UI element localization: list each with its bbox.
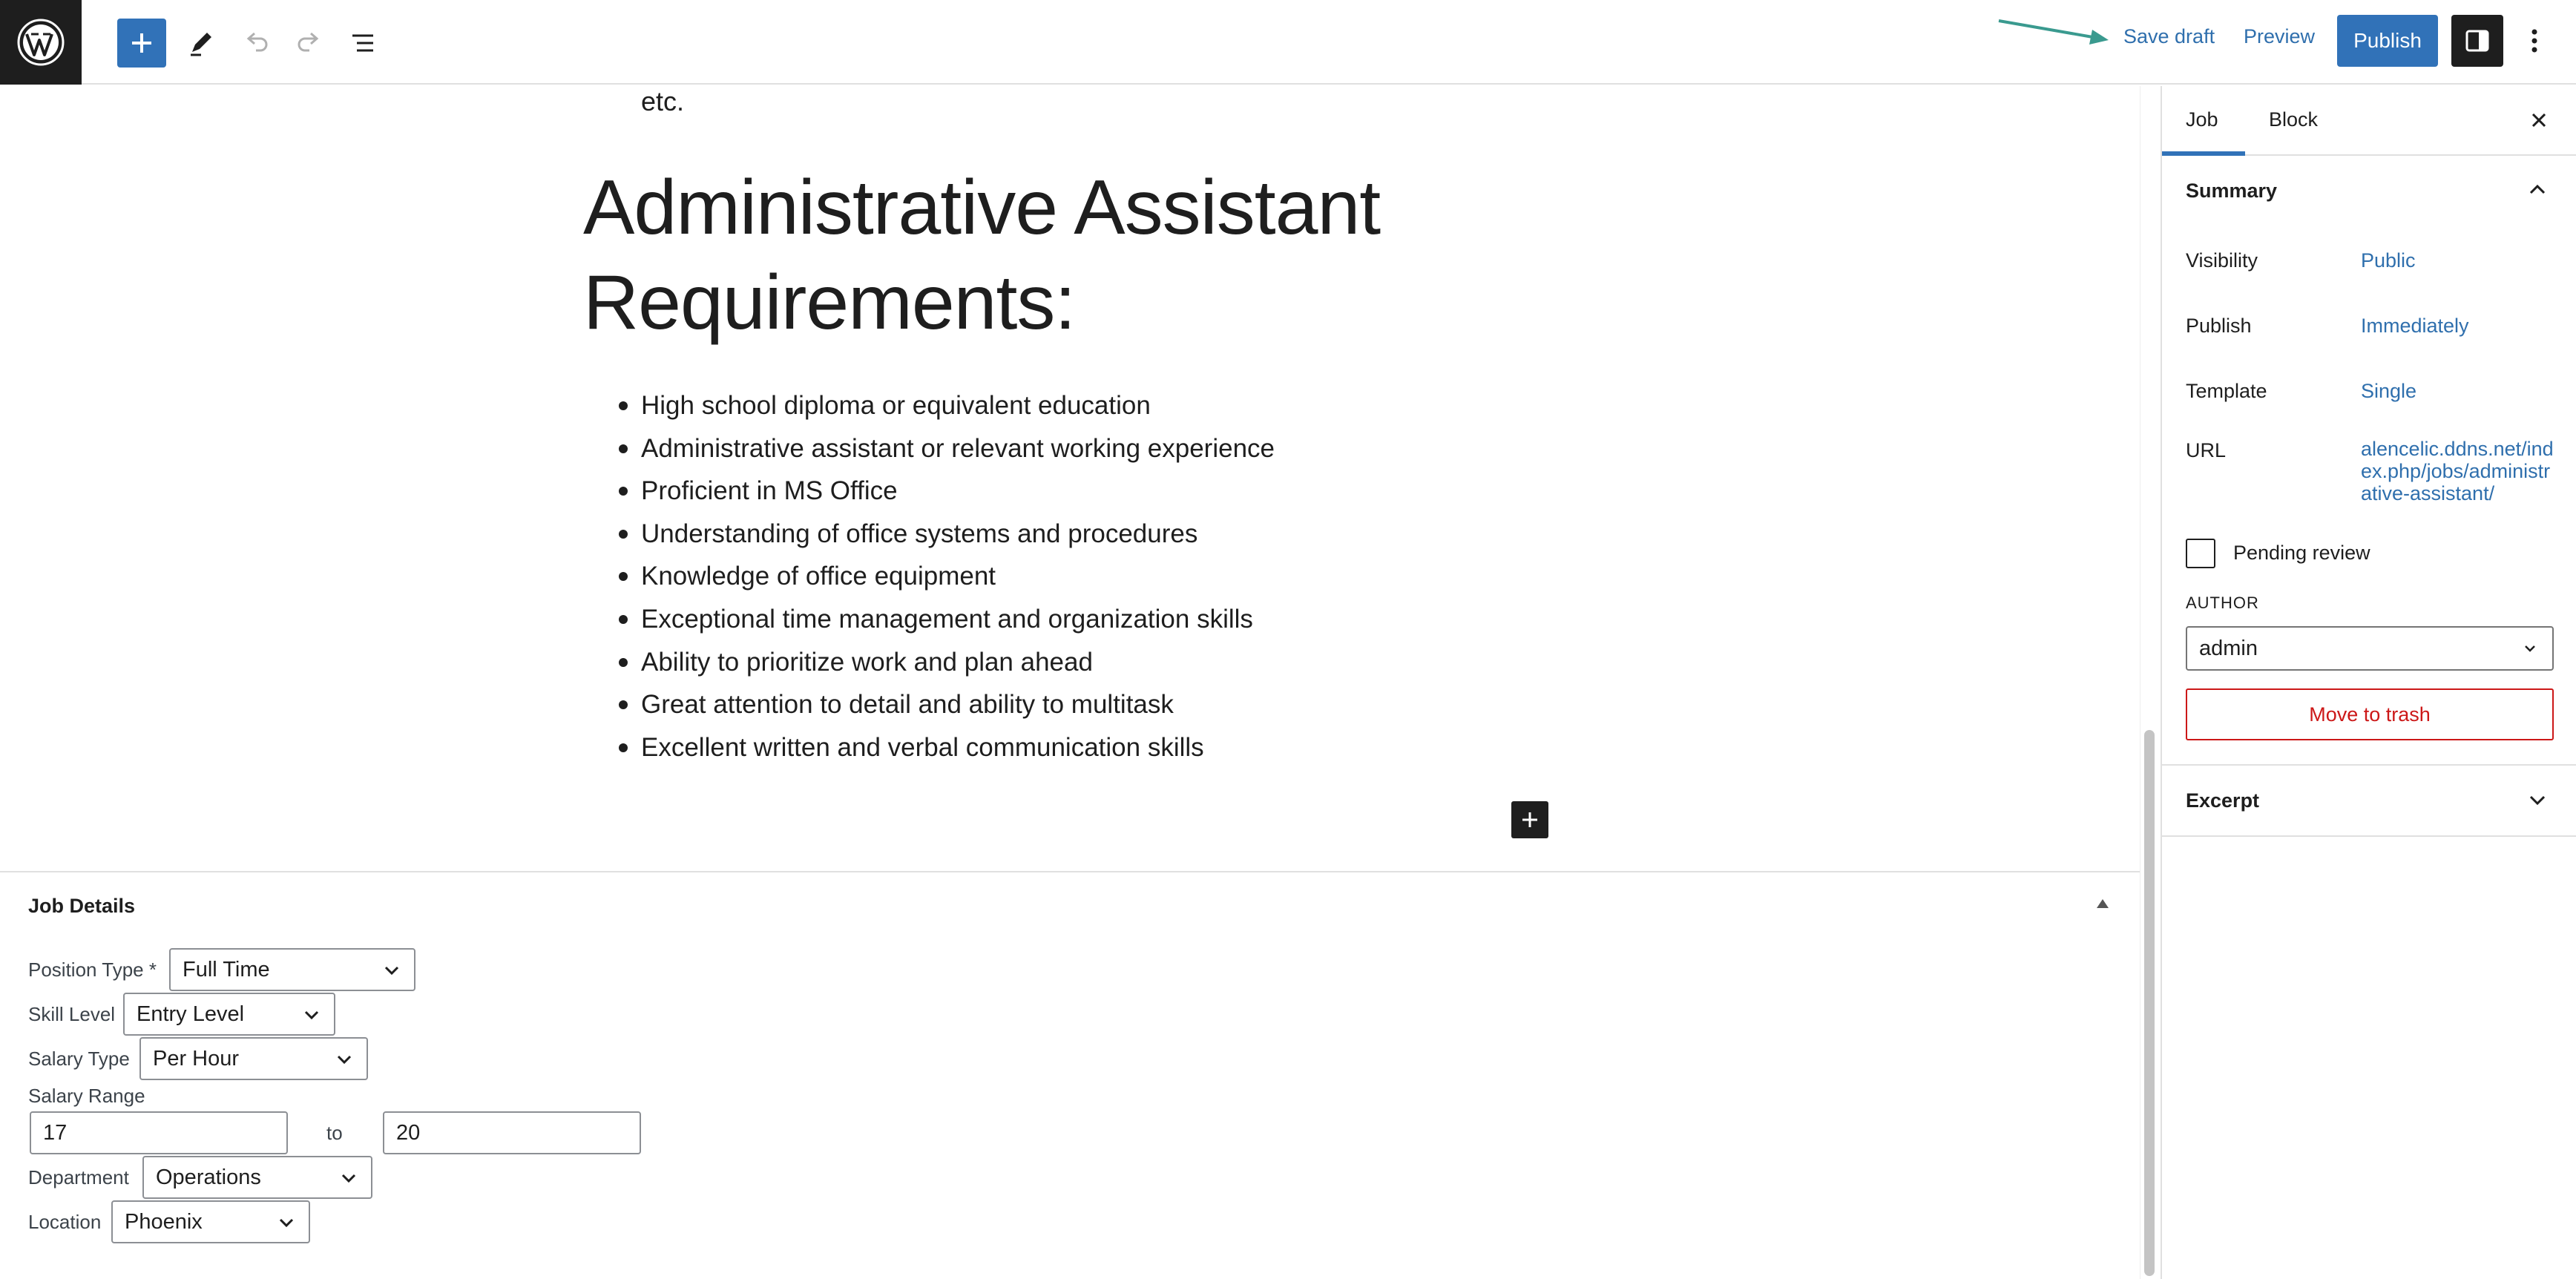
- url-value-button[interactable]: alencelic.ddns.net/index.php/jobs/administrative-assistant/: [2361, 438, 2554, 504]
- position-type-value: Full Time: [183, 957, 270, 982]
- tab-block[interactable]: Block: [2269, 108, 2319, 131]
- location-label: Location: [28, 1211, 102, 1233]
- salary-max-input[interactable]: 20: [383, 1111, 641, 1154]
- annotation-arrow-icon: [1997, 16, 2116, 46]
- url-label: URL: [2186, 439, 2227, 461]
- collapse-triangle-icon[interactable]: [2097, 899, 2109, 908]
- list-item[interactable]: Understanding of office systems and procedures: [641, 513, 1275, 556]
- pending-review-checkbox[interactable]: [2186, 539, 2215, 568]
- author-select[interactable]: [2186, 626, 2554, 671]
- chevron-down-icon: [383, 961, 401, 979]
- chevron-down-icon: [340, 1169, 358, 1187]
- preview-button[interactable]: Preview: [2244, 25, 2316, 47]
- active-tab-indicator: [2162, 151, 2245, 156]
- position-type-label: Position Type *: [28, 959, 157, 981]
- settings-sidebar-icon: [2464, 27, 2491, 54]
- tab-job[interactable]: Job: [2186, 108, 2218, 131]
- department-select[interactable]: [142, 1156, 372, 1199]
- publish-date-button[interactable]: Immediately: [2361, 315, 2469, 337]
- skill-level-value: Entry Level: [137, 1002, 245, 1026]
- editor-canvas[interactable]: [0, 86, 2140, 871]
- add-block-button[interactable]: [117, 19, 166, 68]
- list-item[interactable]: Exceptional time management and organization skills: [641, 598, 1275, 641]
- department-label: Department: [28, 1166, 129, 1188]
- visibility-label: Visibility: [2186, 249, 2258, 272]
- job-details-metabox: [0, 871, 2140, 1279]
- chevron-down-icon[interactable]: [2524, 786, 2551, 813]
- summary-panel-title[interactable]: Summary: [2186, 180, 2278, 202]
- metabox-title: Job Details: [28, 895, 136, 917]
- salary-min-input[interactable]: 17: [30, 1111, 288, 1154]
- settings-sidebar: [2161, 86, 2576, 1279]
- department-value: Operations: [156, 1165, 261, 1189]
- salary-type-select[interactable]: [139, 1037, 368, 1080]
- list-view-icon: [348, 28, 378, 58]
- list-item[interactable]: Knowledge of office equipment: [641, 555, 1275, 598]
- tools-button[interactable]: [177, 19, 226, 68]
- location-value: Phoenix: [125, 1209, 203, 1234]
- template-label: Template: [2186, 380, 2267, 402]
- wordpress-icon: [16, 18, 65, 67]
- more-vertical-icon: [2531, 27, 2538, 54]
- undo-button[interactable]: [231, 19, 280, 68]
- requirements-list[interactable]: [641, 384, 1275, 769]
- list-item[interactable]: Great attention to detail and ability to multitask: [641, 683, 1275, 726]
- wordpress-logo-button[interactable]: [0, 0, 82, 85]
- undo-icon: [241, 28, 271, 58]
- list-item[interactable]: Excellent written and verbal communication skills: [641, 726, 1275, 769]
- panel-divider: [2162, 764, 2576, 766]
- skill-level-select[interactable]: [123, 993, 335, 1036]
- position-type-select[interactable]: [169, 948, 415, 991]
- close-icon[interactable]: [2526, 107, 2552, 134]
- skill-level-label: Skill Level: [28, 1003, 116, 1025]
- list-item[interactable]: High school diploma or equivalent education: [641, 384, 1275, 427]
- salary-to-label: to: [326, 1122, 343, 1144]
- location-select[interactable]: [111, 1200, 310, 1243]
- chevron-down-icon: [335, 1051, 353, 1068]
- template-value-button[interactable]: Single: [2361, 380, 2417, 402]
- publish-label: Publish: [2186, 315, 2252, 337]
- sidebar-tabs: [2162, 86, 2576, 156]
- chevron-down-icon: [277, 1214, 295, 1232]
- block-inserter-button[interactable]: [1511, 801, 1548, 838]
- redo-icon: [295, 28, 324, 58]
- visibility-value-button[interactable]: Public: [2361, 249, 2416, 272]
- pending-review-label[interactable]: Pending review: [2233, 542, 2370, 564]
- list-item[interactable]: Administrative assistant or relevant working experience: [641, 427, 1275, 470]
- excerpt-panel-title[interactable]: Excerpt: [2186, 789, 2260, 812]
- plus-icon: [129, 30, 154, 56]
- list-item-fragment[interactable]: etc.: [641, 86, 685, 116]
- salary-range-label: Salary Range: [28, 1085, 145, 1107]
- plus-icon: [1519, 809, 1540, 830]
- chevron-down-icon: [303, 1006, 321, 1024]
- chevron-up-icon[interactable]: [2524, 177, 2551, 203]
- options-menu-button[interactable]: [2518, 15, 2551, 67]
- chevron-down-icon: [2521, 640, 2539, 657]
- pencil-icon: [186, 28, 216, 58]
- author-label: AUTHOR: [2186, 594, 2259, 612]
- requirements-heading[interactable]: Administrative Assistant Requirements:: [583, 165, 1381, 346]
- salary-type-label: Salary Type: [28, 1048, 130, 1070]
- redo-button[interactable]: [285, 19, 334, 68]
- panel-divider: [2162, 835, 2576, 837]
- settings-toggle-button[interactable]: [2451, 15, 2503, 67]
- salary-type-value: Per Hour: [153, 1046, 240, 1071]
- save-draft-button[interactable]: Save draft: [2123, 25, 2215, 47]
- document-overview-button[interactable]: [338, 19, 387, 68]
- publish-button[interactable]: Publish: [2337, 15, 2438, 67]
- list-item[interactable]: Proficient in MS Office: [641, 470, 1275, 513]
- list-item[interactable]: Ability to prioritize work and plan ahead: [641, 641, 1275, 684]
- author-value: admin: [2199, 636, 2258, 660]
- editor-top-toolbar: [0, 0, 2576, 85]
- editor-scrollbar-thumb[interactable]: [2144, 730, 2155, 1276]
- move-to-trash-button[interactable]: Move to trash: [2186, 688, 2554, 740]
